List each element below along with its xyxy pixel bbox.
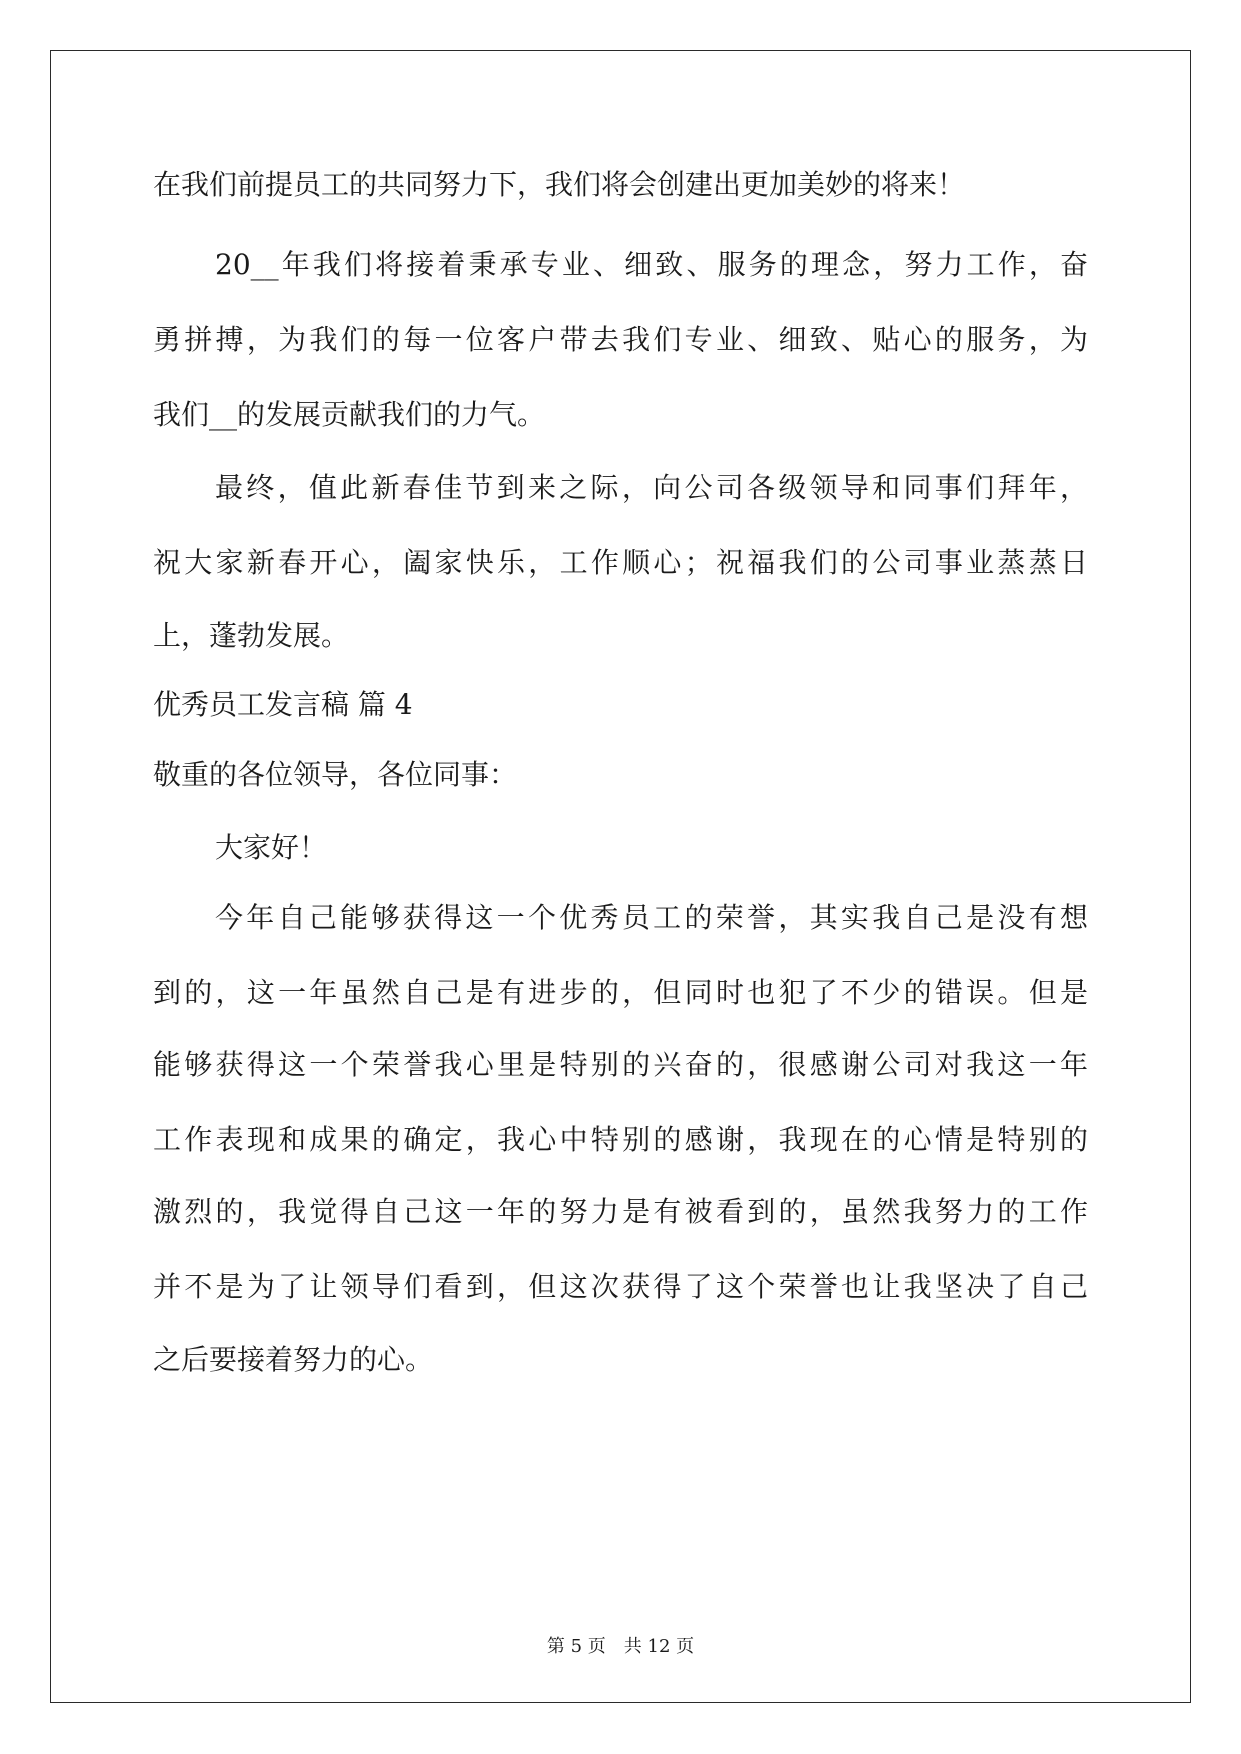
text-line: 勇拼搏，为我们的每一位客户带去我们专业、细致、贴心的服务，为 [153, 323, 1088, 356]
page-total: 共 12 页 [623, 1636, 695, 1657]
text-line: 并不是为了让领导们看到，但这次获得了这个荣誉也让我坚决了自己 [153, 1270, 1088, 1303]
text-line: 能够获得这一个荣誉我心里是特别的兴奋的，很感谢公司对我这一年 [153, 1048, 1088, 1081]
greeting: 大家好！ [215, 831, 328, 864]
text-line: 工作表现和成果的确定，我心中特别的感谢，我现在的心情是特别的 [153, 1123, 1088, 1156]
text-line: 最终，值此新春佳节到来之际，向公司各级领导和同事们拜年， [215, 471, 1088, 504]
page-number: 第 5 页 [546, 1636, 606, 1657]
text-line: 到的，这一年虽然自己是有进步的，但同时也犯了不少的错误。但是 [153, 976, 1088, 1009]
text-line: 我们__的发展贡献我们的力气。 [153, 398, 546, 431]
text-line: 祝大家新春开心，阖家快乐，工作顺心；祝福我们的公司事业蒸蒸日 [153, 546, 1088, 579]
text-line: 20__年我们将接着秉承专业、细致、服务的理念，努力工作，奋 [215, 248, 1088, 281]
text-line: 上，蓬勃发展。 [153, 619, 350, 652]
page-footer [0, 1632, 1241, 1658]
text-line: 今年自己能够获得这一个优秀员工的荣誉，其实我自己是没有想 [215, 901, 1088, 934]
text-line: 激烈的，我觉得自己这一年的努力是有被看到的，虽然我努力的工作 [153, 1195, 1088, 1228]
page-border [50, 50, 1191, 1703]
section-heading: 优秀员工发言稿 篇 4 [153, 688, 413, 721]
salutation: 敬重的各位领导，各位同事： [153, 758, 518, 791]
text-line: 之后要接着努力的心。 [153, 1343, 434, 1376]
text-line: 在我们前提员工的共同努力下，我们将会创建出更加美妙的将来！ [153, 168, 966, 201]
